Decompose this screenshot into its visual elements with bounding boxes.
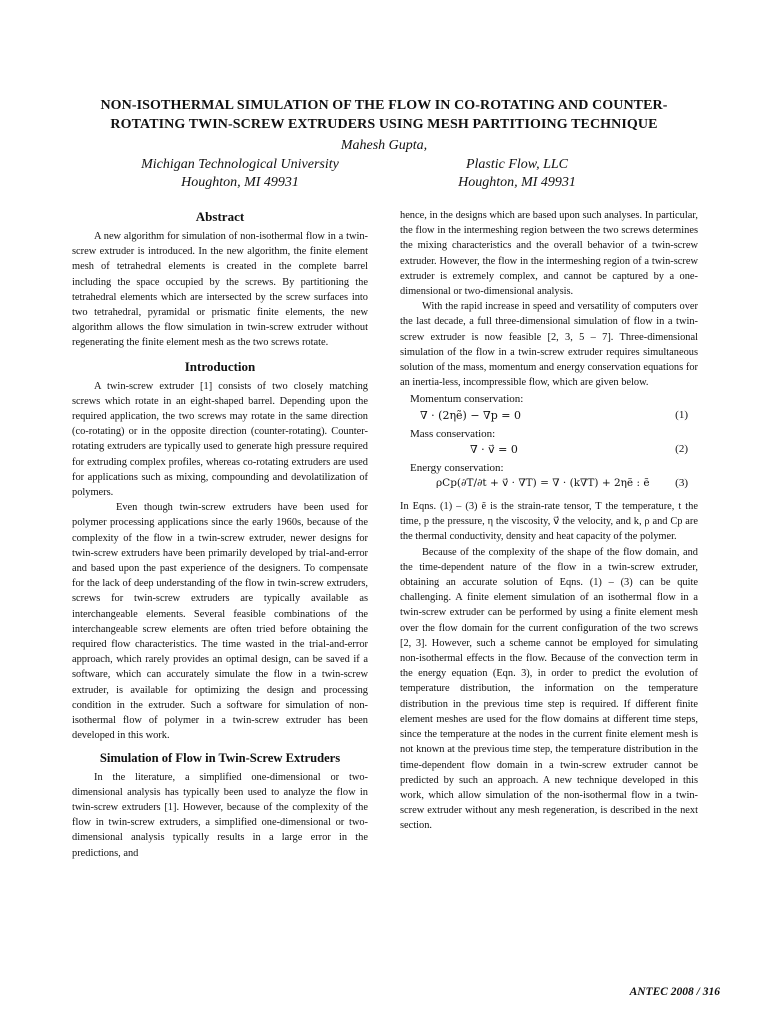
eq2-label: Mass conservation: (410, 427, 496, 440)
eq3-formula: ρCp(∂T/∂t + v⃗ · ∇T) = ∇ · (k∇T) + 2ηẽ : ẽ (436, 477, 650, 490)
intro-paragraph-1: A twin-screw extruder [1] consists of two closely matching screws which rotate in an eight-shaped barrel. Depending upon the required application, the two screws may rotate in the same direction (co-rotating) or in the opposite direction (counter-rotating). Counter-rotating extruders are typically used to generate high pressure required for extruding complex profiles, whereas co-rotating extruders are used for applications such as mixing, compounding and devolatilization of polymers. (72, 380, 368, 499)
affiliation-1-place: Houghton, MI 49931 (181, 175, 299, 190)
equation-1 (400, 408, 698, 425)
introduction-heading: Introduction (184, 358, 256, 374)
author-name: Mahesh Gupta, (340, 138, 428, 153)
right-paragraph-2: With the rapid increase in speed and versatility of computers over the last decade, a full three-dimensional simulation of flow in a twin-screw extruder is now feasible [2, 3, 5 – 7]. Three-dimensional simulation of the flow in a twin-screw extruder requires simultaneous solution of the mass, momentum and energy conservation equations for an inertia-less, incompressible flow, which are given below. (400, 301, 698, 389)
eq3-number: (3) (675, 477, 688, 490)
abstract-text: A new algorithm for simulation of non-isothermal flow in a twin-screw extruder is introduced. In the new algorithm, the finite element mesh of tetrahedral elements is created in the complete barrel including the space occupied by the screws. By partitioning the tetrahedral elements which are intersected by the screw surfaces into two tetrahedral, pyramidal or prismatic finite elements, the new algorithm allows the flow simulation in twin-screw extruder without regenerating the finite element mesh as the two screws rotate. (72, 231, 368, 349)
equation-3 (400, 476, 698, 493)
right-paragraph-4: Because of the complexity of the shape of the flow domain, and the time-dependent nature of the flow in a twin-screw extruder, obtaining an accurate solution of Eqns. (1) – (3) can be quite challenging. A finite element simulation of an isothermal flow in a twin-screw extruder can be performed by using a finite element mesh over the flow domain for the current configuration of the two screws [2, 3]. However, such a scheme cannot be employed for simulating non-isothermal effects in the flow. Because of the convection term in the energy equation (Eqn. 3), in order to predict the evolution of temperature distribution, the information on the temperature distribution in the previous time step is required. If different finite element meshes are used for the flow domains at different time steps, since the temperature at the nodes in the current finite element mesh is not known at the previous time step, the temperature distribution in the time-dependent flow domain in a twin-screw extruder cannot be predicted by such an approach. A new technique developed in this work, which allow simulation of the non-isothermal flow in a twin-screw extruder without any mesh regeneration, is described in the next section. (400, 546, 698, 832)
eq1-formula: ∇ · (2ηẽ) − ∇p = 0 (420, 408, 521, 422)
equation-2 (400, 442, 698, 459)
right-paragraph-3: In Eqns. (1) – (3) ẽ is the strain-rate tensor, T the temperature, t the time, p the pressure, η the viscosity, v⃗ the velocity, and k, ρ and Cp are the thermal conductivity, density and heat capacity of the polymer. (400, 501, 698, 543)
affiliation-2-place: Houghton, MI 49931 (458, 175, 576, 190)
simulation-paragraph-1: In the literature, a simplified one-dimensional or two-dimensional analysis has typically been used to analyze the flow in twin-screw extruders [1]. However, because of the complexity of the flow in twin-screw extruders, a simplified one-dimensional or two-dimensional analysis typically results in a large error in the predictions, and (72, 771, 368, 859)
right-paragraph-1: hence, in the designs which are based upon such analyses. In particular, the flow in the intermeshing region between the two screws determines the mixing characteristics and the overall behavior of a twin-screw extruder. However, the flow in the intermeshing region of a twin-screw extruder is extremely complex, and cannot be captured by a one-dimensional or two-dimensional analysis. (400, 210, 698, 298)
right-column (400, 208, 698, 834)
page-footer: ANTEC 2008 / 316 (629, 986, 720, 998)
abstract-heading: Abstract (195, 209, 245, 224)
affiliation-2-name: Plastic Flow, LLC (465, 157, 569, 172)
affiliation-1-name: Michigan Technological University (141, 157, 339, 172)
simulation-heading: Simulation of Flow in Twin-Screw Extruders (99, 750, 341, 765)
affiliation-2 (352, 156, 682, 192)
eq2-formula: ∇ · v⃗ = 0 (470, 442, 518, 456)
eq1-label: Momentum conservation: (410, 393, 524, 406)
eq2-number: (2) (675, 442, 688, 455)
eq3-label: Energy conservation: (410, 461, 504, 474)
intro-paragraph-2: Even though twin-screw extruders have been used for polymer processing applications since the early 1960s, because of the complexity of the flow in a twin-screw extruder, newer designs for twin-screw extruders have been primarily developed by trial-and-error and based upon the past experience of the designers. To compensate for the lack of deep understanding of the flow in twin-screw extruders, screws for twin-screw extruders are typically available as interchangeable elements. Several feasible combinations of the interchangeable screw elements are often tried before obtaining the required flow characteristics. The time wasted in the trial-and-error approach, which rarely provides an optimal design, can be saved if a software, which can accurately simulate the flow in a twin-screw extruder, is available for optimizing the design and processing condition in the extruder. Such a software for simulation of non-isothermal flow of polymer in a twin-screw extruder has been developed in this work. (72, 502, 368, 742)
title-line-2: ROTATING TWIN-SCREW EXTRUDERS USING MESH PARTITIOING TECHNIQUE (110, 117, 658, 132)
left-column (72, 206, 368, 861)
title-line-1: NON-ISOTHERMAL SIMULATION OF THE FLOW IN CO-ROTATING AND COUNTER- (100, 98, 668, 113)
eq1-number: (1) (675, 408, 688, 421)
paper-title (40, 96, 728, 134)
